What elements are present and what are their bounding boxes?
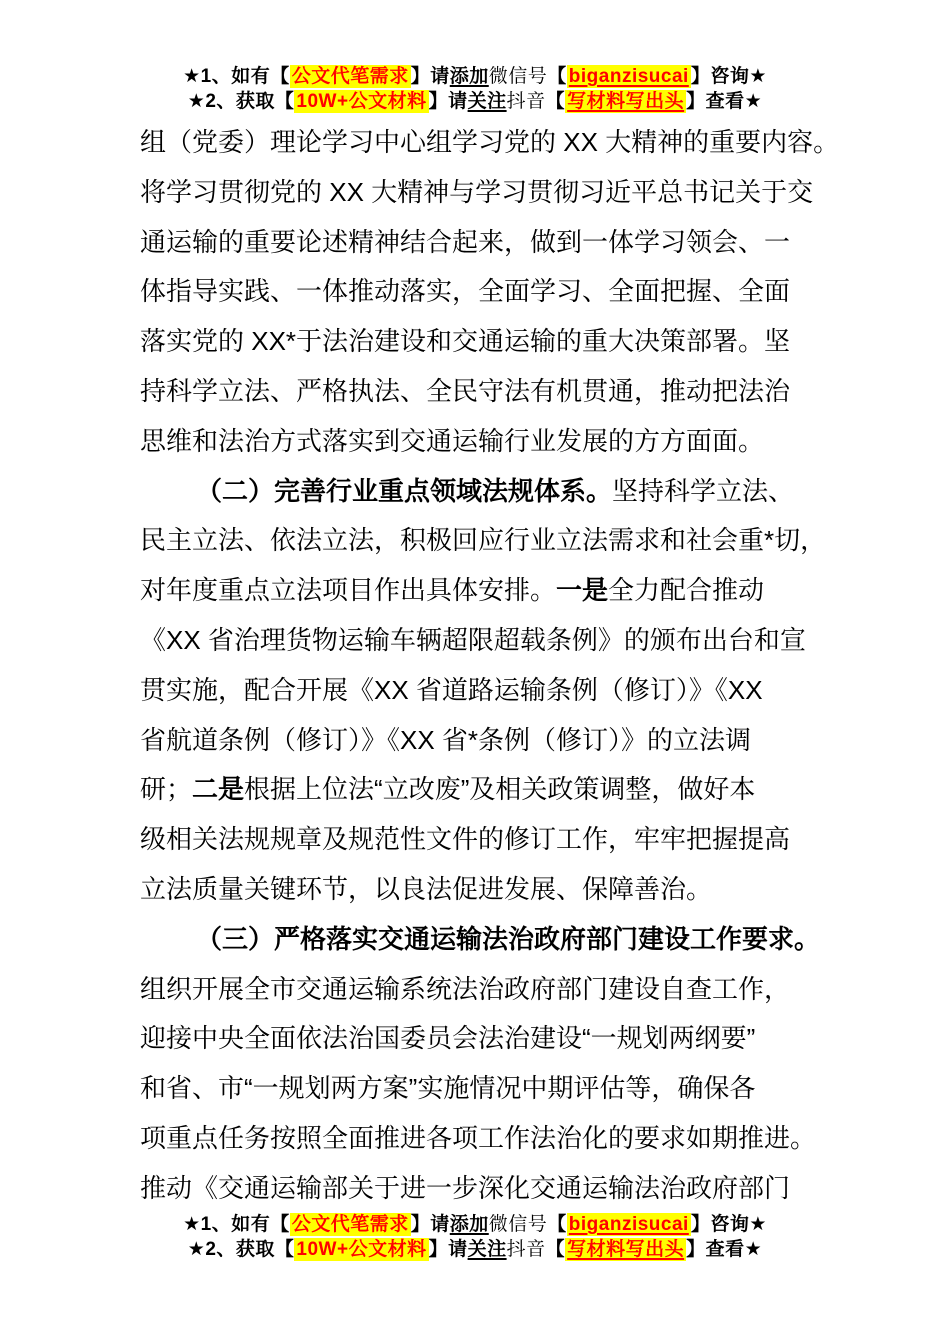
text-run: 】请 xyxy=(410,66,450,87)
text-run: 【 xyxy=(545,1239,566,1260)
text-run: 对年度重点立法项目作出具体安排。 xyxy=(140,575,557,606)
text-run: 抖音 xyxy=(506,91,546,112)
text-run: （二）完善行业重点领域法规体系。 xyxy=(196,475,613,506)
text-run: 省航道条例（修订）》《XX 省*条例（修订）》的立法调 xyxy=(140,724,752,755)
text-run: ★2、获取【 xyxy=(187,1239,295,1260)
text-run: 思维和法治方式落实到交通运输行业发展的方方面面。 xyxy=(140,425,765,456)
text-line xyxy=(140,1114,830,1164)
text-run: 】请 xyxy=(428,1239,468,1260)
text-line xyxy=(140,915,830,965)
text-run: 项重点任务按照全面推进各项工作法治化的要求如期推进。 xyxy=(140,1122,817,1153)
text-run: 坚持科学立法、 xyxy=(612,475,795,506)
text-run: 组织开展全市交通运输系统法治政府部门建设自查工作， xyxy=(140,973,791,1004)
text-line xyxy=(140,1064,830,1114)
text-line xyxy=(140,566,830,616)
text-run: 抖音 xyxy=(506,1239,546,1260)
text-run: 一是 xyxy=(556,575,609,606)
text-run: 添加 xyxy=(449,66,489,87)
text-run: ★1、如有【 xyxy=(183,66,290,87)
text-line xyxy=(140,616,830,666)
text-run: 【 xyxy=(547,1214,567,1235)
highlighted-text: 写材料写出头 xyxy=(567,1239,685,1260)
text-run: ★2、获取【 xyxy=(187,91,295,112)
text-line xyxy=(140,267,830,317)
text-run: 级相关法规规章及规范性文件的修订工作，牢牢把握提高 xyxy=(140,824,791,855)
text-line xyxy=(140,118,840,168)
header-ad-banner xyxy=(0,64,950,114)
text-run: ★1、如有【 xyxy=(183,1214,290,1235)
text-run: 将学习贯彻党的 XX 大精神与学习贯彻习近平总书记关于交 xyxy=(140,176,814,207)
text-run: 通运输的重要论述精神结合起来，做到一体学习领会、一 xyxy=(140,226,791,257)
text-run: 和省、市“一规划两方案”实施情况中期评估等，确保各 xyxy=(140,1073,756,1104)
text-run: 添加 xyxy=(449,1214,489,1235)
text-run: 二是 xyxy=(192,774,245,805)
text-run: 】咨询★ xyxy=(690,66,767,87)
text-line xyxy=(140,1164,830,1214)
text-line xyxy=(140,317,830,367)
highlighted-text: biganzisucai xyxy=(568,66,689,87)
text-line xyxy=(140,168,830,218)
text-run: （三）严格落实交通运输法治政府部门建设工作要求。 xyxy=(196,923,821,954)
text-line xyxy=(140,367,830,417)
text-run: 贯实施，配合开展《XX 省道路运输条例（修订）》《XX xyxy=(140,674,763,705)
text-line xyxy=(0,1212,950,1237)
text-run: 【 xyxy=(547,66,567,87)
text-line xyxy=(0,1237,950,1262)
footer-ad-banner xyxy=(0,1212,950,1262)
text-line xyxy=(0,64,950,89)
text-run: 微信号 xyxy=(488,66,548,87)
document-body xyxy=(140,118,840,1214)
text-line xyxy=(140,666,830,716)
highlighted-text: 公文代笔需求 xyxy=(291,1214,409,1235)
text-run: 【 xyxy=(545,91,566,112)
text-run: 】查看★ xyxy=(686,91,763,112)
text-line xyxy=(140,1014,830,1064)
text-run: 】请 xyxy=(428,91,468,112)
text-run: 《XX 省治理货物运输车辆超限超载条例》的颁布出台和宣 xyxy=(140,624,806,655)
text-run: 关注 xyxy=(467,91,507,112)
text-line xyxy=(140,218,830,268)
text-line xyxy=(140,865,830,915)
highlighted-text: 10W+公文材料 xyxy=(296,91,427,112)
text-run: 落实党的 XX*于法治建设和交通运输的重大决策部署。坚 xyxy=(140,326,791,357)
text-line xyxy=(140,965,830,1015)
text-line xyxy=(140,815,830,865)
text-run: 民主立法、依法立法，积极回应行业立法需求和社会重*切， xyxy=(140,525,827,556)
text-run: 研； xyxy=(140,774,193,805)
text-line xyxy=(140,516,830,566)
text-line xyxy=(140,765,830,815)
text-line xyxy=(140,716,830,766)
text-run: 】查看★ xyxy=(686,1239,763,1260)
highlighted-text: 10W+公文材料 xyxy=(296,1239,427,1260)
text-run: 关注 xyxy=(467,1239,507,1260)
highlighted-text: biganzisucai xyxy=(568,1214,689,1235)
text-run: 】咨询★ xyxy=(690,1214,767,1235)
text-run: 根据上位法“立改废”及相关政策调整，做好本 xyxy=(244,774,756,805)
text-run: 组（党委）理论学习中心组学习党的 XX 大精神的重要内容。 xyxy=(140,127,840,157)
highlighted-text: 写材料写出头 xyxy=(567,91,685,112)
text-line xyxy=(0,89,950,114)
text-run: 推动《交通运输部关于进一步深化交通运输法治政府部门 xyxy=(140,1172,791,1203)
highlighted-text: 公文代笔需求 xyxy=(291,66,409,87)
text-run: 微信号 xyxy=(488,1214,548,1235)
text-line xyxy=(140,417,830,467)
text-run: 持科学立法、严格执法、全民守法有机贯通，推动把法治 xyxy=(140,375,791,406)
text-run: 立法质量关键环节，以良法促进发展、保障善治。 xyxy=(140,873,713,904)
text-run: 】请 xyxy=(410,1214,450,1235)
text-line xyxy=(140,467,830,517)
text-run: 迎接中央全面依法治国委员会法治建设“一规划两纲要” xyxy=(140,1023,756,1054)
text-run: 全力配合推动 xyxy=(608,575,765,606)
text-run: 体指导实践、一体推动落实，全面学习、全面把握、全面 xyxy=(140,276,791,307)
